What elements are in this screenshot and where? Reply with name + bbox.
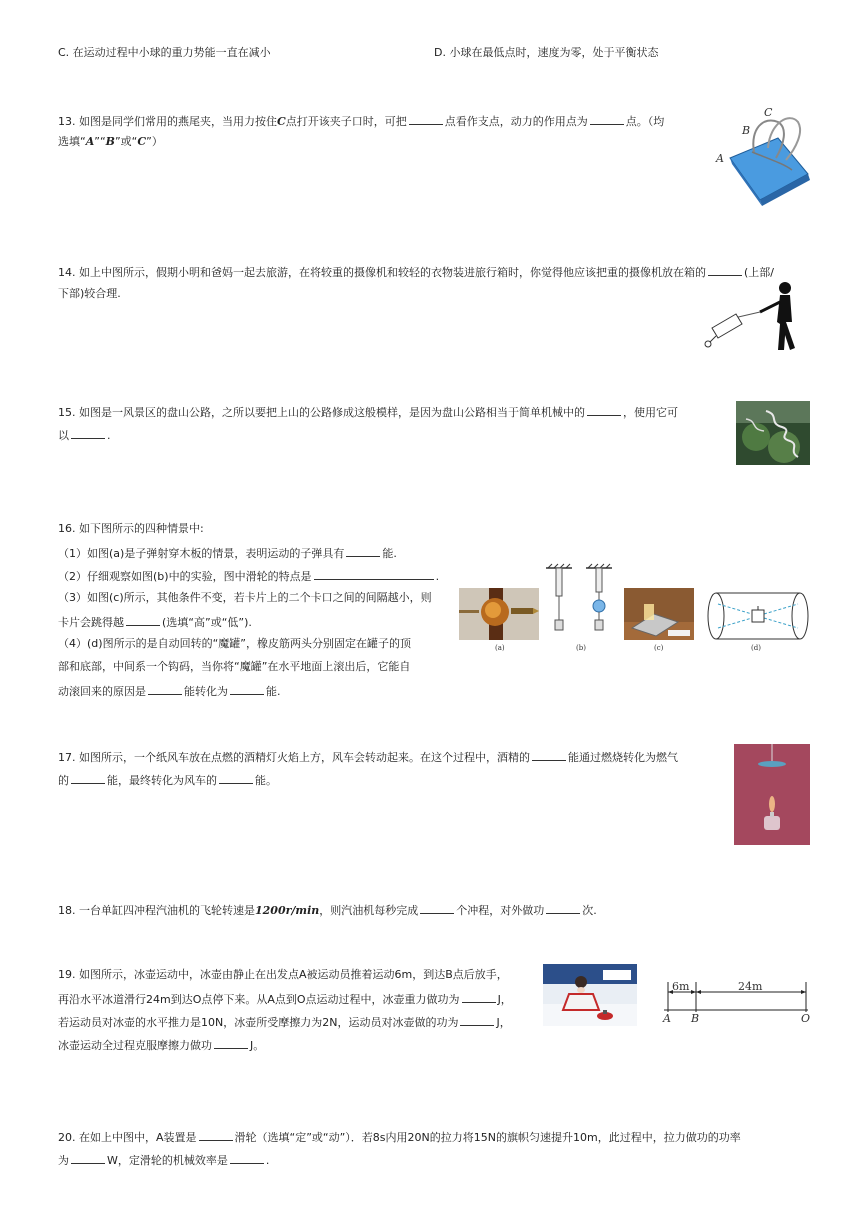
caption-c: (c) — [654, 644, 664, 652]
q18-text-a: 18. 一台单缸四冲程汽油机的飞轮转速是 — [58, 904, 255, 917]
q19-text-2: 再沿水平冰道滑行24m到达O点停下来。从A点到O点运动过程中，冰壶重力做功为 — [58, 993, 460, 1006]
q19-l3 — [58, 1014, 511, 1030]
q16-s1-b: 能. — [382, 547, 397, 560]
q13-blank-fulcrum[interactable] — [409, 113, 443, 125]
q20-text-e: . — [265, 1154, 270, 1167]
q20-text-d: W，定滑轮的机械效率是 — [107, 1154, 228, 1167]
q13-line2 — [58, 135, 163, 149]
curling-photo — [543, 964, 637, 1026]
bullet-board-photo — [459, 588, 539, 640]
q14-blank[interactable] — [708, 264, 742, 276]
q13-text-2: 点打开该夹子口时，可把 — [285, 115, 407, 128]
q17-text-b: 能通过燃烧转化为燃气 — [568, 751, 678, 764]
q16-blank-1[interactable] — [346, 545, 380, 557]
q15-blank-1[interactable] — [587, 404, 621, 416]
q19-text-4: 冰壶运动全过程克服摩擦力做功 — [58, 1039, 212, 1052]
q15-text-d: . — [107, 429, 111, 442]
q13-l2-d: ”） — [146, 135, 163, 148]
q17-text-e: 能。 — [255, 774, 277, 787]
point-o: O — [801, 1012, 811, 1025]
q20-blank-1[interactable] — [199, 1129, 233, 1141]
q20-text-b: 滑轮（选填“定”或“动”）．若8s内用20N的拉力将15N的旗帜匀速提升10m，此过程中，拉力做功的功率 — [234, 1131, 741, 1144]
q16-s4-d: 能转化为 — [184, 685, 228, 698]
dim-24m: 24m — [738, 980, 763, 993]
q20-blank-2[interactable] — [71, 1152, 105, 1164]
dim-6m: 6m — [672, 980, 690, 993]
q19-l1: 19. 如图所示，冰壶运动中，冰壶由静止在出发点A被运动员推着运动6m，到达B点后放手， — [58, 968, 508, 981]
q17-blank-3[interactable] — [219, 772, 253, 784]
mountain-road-photo — [736, 401, 810, 465]
q16-s4-e: 能. — [266, 685, 281, 698]
q16-s3: （3）如图(c)所示，其他条件不变，若卡片上的二个卡口之间的间隔越小，则 — [58, 591, 432, 604]
q17-text-d: 能，最终转化为风车的 — [107, 774, 217, 787]
q18-blank-1[interactable] — [420, 902, 454, 914]
q13-blank-effort-point[interactable] — [590, 113, 624, 125]
q15-line2 — [58, 427, 111, 443]
q16-s2-a: （2）仔细观察如图(b)中的实验，图中滑轮的特点是 — [58, 570, 312, 583]
q18-line — [58, 902, 597, 918]
q14-line2: 下部)较合理. — [58, 287, 121, 300]
q20-blank-3[interactable] — [230, 1152, 264, 1164]
caption-b: (b) — [576, 644, 586, 652]
q17-line1 — [58, 749, 678, 765]
q18-text-b: ，则汽油机每秒完成 — [319, 904, 419, 917]
q15-text-c: 以 — [58, 429, 69, 442]
q15-blank-2[interactable] — [71, 427, 105, 439]
q16-s3-b: 卡片会跳得越 — [58, 616, 124, 629]
jumping-card-photo — [624, 588, 694, 640]
q16-blank-3[interactable] — [126, 614, 160, 626]
pinwheel-lamp-photo — [734, 744, 810, 845]
q14-text-tail: (上部/ — [744, 266, 774, 279]
q18-text-c: 个冲程，对外做功 — [456, 904, 545, 917]
q16-blank-4[interactable] — [148, 683, 182, 695]
q14-text: 14. 如上中图所示，假期小明和爸妈一起去旅游，在将较重的摄像机和较轻的衣物装进旅行箱时，你觉得他应该把重的摄像机放在箱的 — [58, 266, 706, 279]
q20-text-c: 为 — [58, 1154, 69, 1167]
q19-tail-4: J。 — [250, 1039, 265, 1052]
clip-label-c: C — [764, 106, 773, 119]
q15-line1 — [58, 404, 678, 420]
option-c: C. 在运动过程中小球的重力势能一直在减小 — [58, 46, 271, 59]
q19-tail-2: J， — [497, 993, 512, 1006]
q19-l4 — [58, 1037, 264, 1053]
point-b: B — [691, 1012, 700, 1025]
q13-text-4: 点。（均 — [625, 115, 665, 128]
q16-s3b — [58, 614, 252, 630]
option-d: D. 小球在最低点时，速度为零，处于平衡状态 — [434, 46, 659, 59]
q17-text-a: 17. 如图所示，一个纸风车放在点燃的酒精灯火焰上方，风车会转动起来。在这个过程中，酒精的 — [58, 751, 530, 764]
q15-text-b: ，使用它可 — [623, 406, 678, 419]
clip-label-a: A — [716, 152, 724, 165]
q19-blank-2[interactable] — [460, 1014, 494, 1026]
q13-opt-b: B — [105, 135, 115, 148]
q20-l1 — [58, 1129, 741, 1145]
point-a: A — [663, 1012, 671, 1025]
q16-s2-b: . — [435, 570, 440, 583]
caption-a: (a) — [495, 644, 505, 652]
q13-opt-c: C — [137, 135, 147, 148]
q16-s1 — [58, 545, 397, 561]
q19-blank-3[interactable] — [214, 1037, 248, 1049]
q13-l2-b: ”“ — [94, 135, 106, 148]
q20-text-a: 20. 在如上中图中，A装置是 — [58, 1131, 197, 1144]
q16-s2 — [58, 568, 439, 584]
q18-speed: 1200r/min — [255, 904, 320, 917]
q13-text-3: 点看作支点，动力的作用点为 — [444, 115, 588, 128]
q20-l2 — [58, 1152, 269, 1168]
caption-d: (d) — [751, 644, 761, 652]
q17-line2 — [58, 772, 277, 788]
q16-s3-c: (选填“高”或“低”). — [162, 616, 252, 629]
magic-can-figure — [706, 590, 810, 644]
q13-l2-c: ”或“ — [114, 135, 138, 148]
pulley-experiment-figure — [544, 562, 614, 642]
q13-var-c: C — [277, 115, 286, 128]
q16-s4c — [58, 683, 281, 699]
q16-s4b: 部和底部，中间系一个钩码，当你将“魔罐”在水平地面上滚出后，它能自 — [58, 660, 411, 673]
q14-line1 — [58, 264, 774, 280]
q16-blank-2[interactable] — [314, 568, 434, 580]
q13-text-1: 13. 如图是同学们常用的燕尾夹，当用力按住 — [58, 115, 277, 128]
clip-label-b: B — [742, 124, 751, 137]
q17-blank-2[interactable] — [71, 772, 105, 784]
q19-blank-1[interactable] — [462, 991, 496, 1003]
q17-blank-1[interactable] — [532, 749, 566, 761]
q17-text-c: 的 — [58, 774, 69, 787]
q19-tail-3: J， — [496, 1016, 511, 1029]
q19-text-3: 若运动员对冰壶的水平推力是10N，冰壶所受摩擦力为2N，运动员对冰壶做的功为 — [58, 1016, 459, 1029]
q13-opt-a: A — [85, 135, 95, 148]
q18-blank-2[interactable] — [546, 902, 580, 914]
q13-line1 — [58, 113, 664, 129]
q16-s4: （4）(d)图所示的是自动回转的“魔罐”，橡皮筋两头分别固定在罐子的顶 — [58, 637, 411, 650]
q18-text-d: 次. — [582, 904, 597, 917]
binder-clip-figure — [712, 104, 824, 210]
curling-distance-diagram — [660, 978, 810, 1026]
q13-l2-a: 选填“ — [58, 135, 86, 148]
q19-l2 — [58, 991, 512, 1007]
q16-blank-5[interactable] — [230, 683, 264, 695]
q16-s1-a: （1）如图(a)是子弹射穿木板的情景，表明运动的子弹具有 — [58, 547, 345, 560]
q16-s4-c: 动滚回来的原因是 — [58, 685, 146, 698]
q15-text-a: 15. 如图是一风景区的盘山公路，之所以要把上山的公路修成这般模样，是因为盘山公路相当于简单机械中的 — [58, 406, 585, 419]
q16-stem: 16. 如下图所示的四种情景中: — [58, 522, 204, 535]
suitcase-figure — [700, 280, 802, 352]
